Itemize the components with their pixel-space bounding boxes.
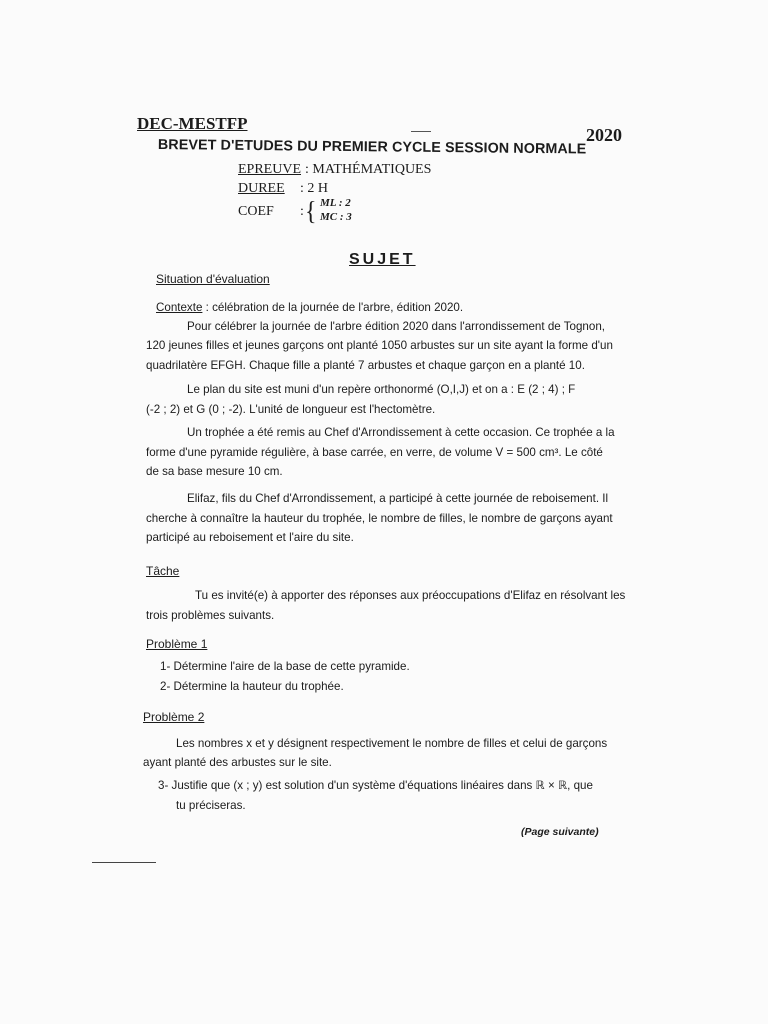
header-dash xyxy=(411,131,431,132)
tache-heading: Tâche xyxy=(146,564,180,578)
context-text: : célébration de la journée de l'arbre, édition 2020. xyxy=(202,301,464,314)
probleme-2-line-2: ayant planté des arbustes sur le site. xyxy=(143,756,332,769)
question-3-line-1: 3- Justifie que (x ; y) est solution d'un système d'équations linéaires dans ℝ × ℝ, que xyxy=(158,779,593,792)
coef-colon: : xyxy=(300,204,304,219)
question-3-line-2: tu préciseras. xyxy=(176,799,246,812)
question-2: 2- Détermine la hauteur du trophée. xyxy=(160,680,344,693)
tache-line-2: trois problèmes suivants. xyxy=(146,609,275,622)
organization-name: DEC-MESTFP xyxy=(137,114,248,133)
subject-title: SUJET xyxy=(349,251,416,268)
probleme-2-line-1: Les nombres x et y désignent respectivement le nombre de filles et celui de garçons xyxy=(176,737,608,750)
paragraph-3-line-3: de sa base mesure 10 cm. xyxy=(146,465,283,478)
coef-ml: ML : 2 xyxy=(320,197,351,209)
duree-label: DUREE xyxy=(238,181,285,196)
exam-title: BREVET D'ETUDES DU PREMIER CYCLE SESSION NORMALE xyxy=(157,137,587,158)
probleme-2-heading: Problème 2 xyxy=(143,710,205,724)
paragraph-1-line-3: quadrilatère EFGH. Chaque fille a planté 7 arbustes et chaque garçon en a planté 10. xyxy=(146,359,585,372)
paragraph-3-line-1: Un trophée a été remis au Chef d'Arrondissement à cette occasion. Ce trophée a la xyxy=(187,426,615,439)
coef-mc: MC : 3 xyxy=(320,211,352,223)
epreuve-label: EPREUVE xyxy=(238,162,301,177)
paragraph-1-line-1: Pour célébrer la journée de l'arbre édition 2020 dans l'arrondissement de Tognon, xyxy=(187,320,605,333)
paragraph-4-line-3: participé au reboisement et l'aire du site. xyxy=(146,531,354,544)
coef-brace: { xyxy=(305,197,317,227)
epreuve-value: : MATHÉMATIQUES xyxy=(305,162,432,177)
probleme-1-heading: Problème 1 xyxy=(146,637,208,651)
coef-label: COEF xyxy=(238,204,274,219)
paragraph-1-line-2: 120 jeunes filles et jeunes garçons ont planté 1050 arbustes sur un site ayant la forme d'un xyxy=(146,339,613,352)
paragraph-4-line-2: cherche à connaître la hauteur du trophée, le nombre de filles, le nombre de garçons ayant xyxy=(146,512,613,525)
question-1: 1- Détermine l'aire de la base de cette pyramide. xyxy=(160,660,410,673)
paragraph-3-line-2: forme d'une pyramide régulière, à base carrée, en verre, de volume V = 500 cm³. Le côté xyxy=(146,446,603,459)
context-line xyxy=(156,298,463,317)
situation-heading: Situation d'évaluation xyxy=(156,272,270,286)
footnote-rule xyxy=(92,862,156,863)
duree-value: : 2 H xyxy=(300,181,328,196)
tache-line-1: Tu es invité(e) à apporter des réponses aux préoccupations d'Elifaz en résolvant les xyxy=(195,589,626,602)
paragraph-4-line-1: Elifaz, fils du Chef d'Arrondissement, a participé à cette journée de reboisement. Il xyxy=(187,492,609,505)
paragraph-2-line-2: (-2 ; 2) et G (0 ; -2). L'unité de longueur est l'hectomètre. xyxy=(146,403,436,416)
paragraph-2-line-1: Le plan du site est muni d'un repère orthonormé (O,I,J) et on a : E (2 ; 4) ; F xyxy=(187,383,576,396)
exam-year: 2020 xyxy=(586,125,622,145)
context-label: Contexte xyxy=(156,301,203,314)
next-page-note: (Page suivante) xyxy=(521,826,599,838)
